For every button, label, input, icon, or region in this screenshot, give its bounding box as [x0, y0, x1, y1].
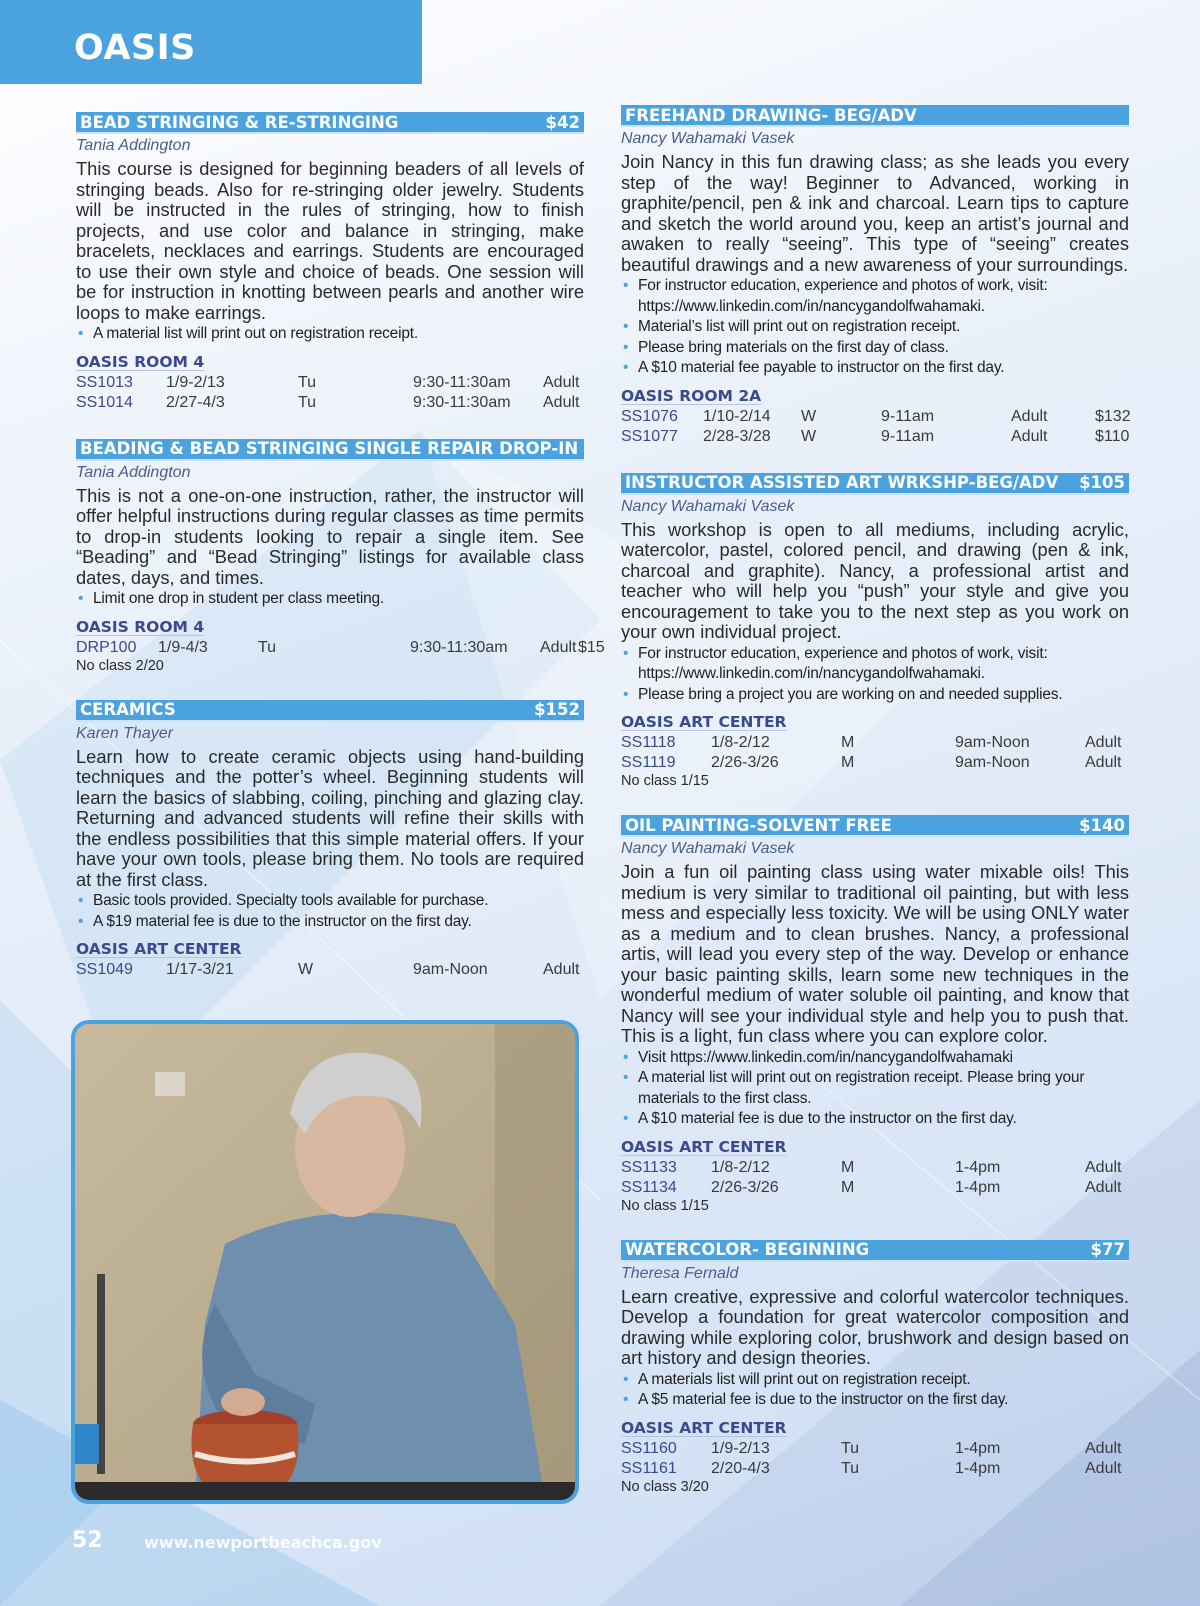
- session-time: 1-4pm: [955, 1439, 1001, 1457]
- session-dates: 2/20-4/3: [711, 1459, 770, 1477]
- course-price: $105: [1079, 473, 1125, 492]
- course-note: • A $5 material fee is due to the instructor on the first day.: [621, 1390, 1129, 1411]
- session-age: Adult: [1085, 1158, 1122, 1176]
- course-description: Learn creative, expressive and colorful watercolor techniques. Develop a foundation for great watercolor composition and drawing while exploring color, brushwork and design based on art history and design theories.: [621, 1285, 1129, 1368]
- right-column: [621, 105, 1129, 1521]
- course-location: OASIS ROOM 4: [76, 352, 205, 371]
- course-location: OASIS ROOM 4: [76, 617, 205, 636]
- session-list: [621, 407, 1129, 447]
- session-time: 1-4pm: [955, 1178, 1001, 1196]
- session-age: Adult: [1085, 1459, 1122, 1477]
- session-list: [621, 1158, 1129, 1214]
- session-dates: 1/9-4/3: [158, 638, 208, 656]
- course-note: • A materials list will print out on registration receipt.: [621, 1370, 1129, 1391]
- course-note: • A material list will print out on registration receipt.: [76, 324, 584, 345]
- session-time: 9-11am: [881, 427, 935, 445]
- page-number: 52: [72, 1528, 103, 1553]
- session-price: $15: [578, 638, 605, 656]
- course-notes: [621, 644, 1129, 706]
- course-title-bar: [76, 112, 584, 134]
- session-day: M: [841, 1158, 855, 1176]
- course-location: OASIS ART CENTER: [621, 1418, 787, 1437]
- course-note: • A $19 material fee is due to the instructor on the first day.: [76, 912, 584, 933]
- course-note: • Please bring materials on the first day of class.: [621, 338, 1129, 359]
- session-code: SS1134: [621, 1178, 677, 1196]
- session-dates: 1/8-2/12: [711, 734, 770, 751]
- course-description: This course is designed for beginning beaders of all levels of stringing beads. Also for re-stringing older jewelry. Students will be instructed in the rules of stringing, how to finish projects, and use color and balance in stringing, make bracelets, necklaces and earrings. Students are encouraged to use their own style and choice of beads. One session will be for instruction in knotting between pearls and another wire loops to make earrings.: [76, 158, 584, 323]
- session-age: Adult: [543, 393, 580, 411]
- session-time: 9:30-11:30am: [413, 373, 511, 391]
- course-title-bar: [621, 1240, 1129, 1262]
- course-note: • For instructor education, experience and photos of work, visit: https://www.linkedin.com/in/nancygandolfwahamaki.: [621, 276, 1129, 317]
- course-title: INSTRUCTOR ASSISTED ART WRKSHP-BEG/ADV: [625, 473, 1059, 492]
- session-time: 9-11am: [881, 407, 935, 425]
- session-age: Adult: [540, 638, 577, 656]
- session-note: No class 3/20: [621, 1478, 709, 1495]
- course-notes: [76, 891, 584, 932]
- session-time: 9am-Noon: [955, 754, 1030, 771]
- course-title-bar: [76, 700, 584, 722]
- session-dates: 1/10-2/14: [703, 407, 771, 425]
- course-title: BEADING & BEAD STRINGING SINGLE REPAIR DROP-IN: [80, 439, 579, 458]
- course-note: • Please bring a project you are working on and needed supplies.: [621, 685, 1129, 706]
- session-time: 9:30-11:30am: [413, 393, 511, 411]
- course-price: $42: [545, 112, 580, 132]
- session-code: SS1161: [621, 1459, 677, 1477]
- session-day: M: [841, 1178, 855, 1196]
- session-day: Tu: [258, 638, 277, 656]
- session-list: [76, 960, 584, 980]
- course-instructor: Karen Thayer: [76, 724, 173, 742]
- session-day: Tu: [298, 393, 317, 411]
- session-row: [621, 1178, 1129, 1198]
- course-instructor: Nancy Wahamaki Vasek: [621, 497, 795, 515]
- course-location: OASIS ART CENTER: [621, 713, 787, 731]
- session-dates: 2/28-3/28: [703, 427, 771, 445]
- course-bead-stringing: [76, 112, 584, 413]
- course-title: BEAD STRINGING & RE-STRINGING: [80, 112, 399, 132]
- course-title: CERAMICS: [80, 700, 176, 719]
- session-time: 9:30-11:30am: [410, 638, 508, 656]
- session-code: SS1119: [621, 754, 676, 771]
- session-time: 9am-Noon: [955, 734, 1030, 751]
- session-note: No class 2/20: [76, 657, 164, 674]
- session-note: No class 1/15: [621, 773, 709, 789]
- course-location: OASIS ROOM 2A: [621, 386, 762, 405]
- course-watercolor: [621, 1240, 1129, 1495]
- session-code: SS1014: [76, 393, 133, 411]
- session-code: SS1077: [621, 427, 678, 445]
- course-oil-painting: [621, 815, 1129, 1214]
- session-list: [621, 733, 1129, 789]
- course-instructor: Tania Addington: [76, 137, 191, 154]
- session-code: SS1076: [621, 407, 678, 425]
- session-row: [76, 373, 584, 393]
- session-age: Adult: [1085, 1178, 1122, 1196]
- course-note: • Limit one drop in student per class meeting.: [76, 589, 584, 610]
- session-dates: 2/27-4/3: [166, 393, 225, 411]
- session-row: [621, 1158, 1129, 1178]
- course-price: $152: [534, 700, 580, 719]
- session-day: Tu: [841, 1459, 860, 1477]
- session-dates: 1/9-2/13: [711, 1439, 770, 1457]
- session-day: Tu: [841, 1439, 860, 1457]
- session-day: W: [298, 961, 314, 978]
- course-title-bar: [621, 473, 1129, 495]
- course-notes: [76, 324, 584, 345]
- course-freehand-drawing: [621, 105, 1129, 447]
- course-title: FREEHAND DRAWING- BEG/ADV: [625, 105, 917, 125]
- session-row: [76, 960, 584, 980]
- session-code: SS1013: [76, 373, 133, 391]
- session-day: W: [801, 407, 817, 425]
- course-bead-repair-drop-in: [76, 439, 605, 674]
- course-price: $140: [1079, 815, 1125, 835]
- session-row: [621, 427, 1129, 447]
- session-row: [621, 407, 1129, 427]
- session-row: [76, 393, 584, 413]
- course-title: WATERCOLOR- BEGINNING: [625, 1240, 870, 1259]
- course-notes: [76, 589, 584, 610]
- session-row: [76, 638, 605, 658]
- session-age: Adult: [1011, 427, 1048, 445]
- course-note: • A $10 material fee payable to instructor on the first day.: [621, 358, 1129, 379]
- session-price: $132: [1095, 407, 1131, 425]
- session-age: Adult: [1085, 1439, 1122, 1457]
- course-instructor: Nancy Wahamaki Vasek: [621, 840, 795, 857]
- session-list: [76, 638, 605, 674]
- session-dates: 2/26-3/26: [711, 754, 779, 771]
- session-time: 1-4pm: [955, 1158, 1001, 1176]
- course-note: • Basic tools provided. Specialty tools available for purchase.: [76, 891, 584, 912]
- course-ceramics: [76, 700, 584, 981]
- course-instructor: Nancy Wahamaki Vasek: [621, 130, 795, 147]
- course-note: • Visit https://www.linkedin.com/in/nancygandolfwahamaki: [621, 1048, 1129, 1069]
- photo-illustration-icon: [75, 1024, 575, 1500]
- session-row: [621, 1439, 1129, 1459]
- footer-url-link[interactable]: www.newportbeachca.gov: [144, 1533, 382, 1552]
- course-notes: [621, 276, 1129, 379]
- session-price: $110: [1095, 427, 1130, 445]
- course-description: Learn how to create ceramic objects using hand-building techniques and the potter’s wheel. Beginning students will learn the basics of slabbing, coiling, pinching and glazing clay. Returning and advanced students will refine their skills with the endless possibilities that this simple material offers. If your have your own tools, please bring them. No tools are required at the first class.: [76, 745, 584, 890]
- session-age: Adult: [1085, 754, 1122, 771]
- course-title-bar: [621, 815, 1129, 837]
- session-age: Adult: [543, 373, 580, 391]
- session-list: [621, 1439, 1129, 1495]
- session-day: M: [841, 754, 855, 771]
- session-age: Adult: [1085, 734, 1122, 751]
- session-code: SS1160: [621, 1439, 677, 1457]
- session-age: Adult: [1011, 407, 1048, 425]
- course-title-bar: [621, 105, 1129, 127]
- session-row: [621, 1459, 1129, 1479]
- session-dates: 1/8-2/12: [711, 1158, 770, 1176]
- section-header-bar: [0, 0, 422, 84]
- course-note: • Material’s list will print out on registration receipt.: [621, 317, 1129, 338]
- course-location: OASIS ART CENTER: [76, 940, 242, 958]
- session-dates: 2/26-3/26: [711, 1178, 779, 1196]
- course-title: OIL PAINTING-SOLVENT FREE: [625, 815, 892, 835]
- course-price: $77: [1090, 1240, 1125, 1259]
- session-code: SS1049: [76, 961, 133, 978]
- session-code: SS1118: [621, 734, 676, 751]
- course-instructor-assisted-art: [621, 473, 1129, 790]
- course-description: Join Nancy in this fun drawing class; as she leads you every step of the way! Beginner to Advanced, working in graphite/pencil, pen & ink and charcoal. Learn tips to capture and sketch the world around you, keep an artist’s journal and awaken to really “seeing”. This type of “seeing” creates beautiful drawings and a new awareness of your surroundings.: [621, 151, 1129, 275]
- session-dates: 1/17-3/21: [166, 961, 234, 978]
- session-dates: 1/9-2/13: [166, 373, 225, 391]
- session-day: Tu: [298, 373, 317, 391]
- section-title: OASIS: [74, 28, 196, 68]
- course-description: This workshop is open to all mediums, including acrylic, watercolor, pastel, colored pencil, and drawing (pen & ink, charcoal and graphite). Nancy, a professional artist and teacher who will help you “push” your style and give you encouragement to take you to the next step as you work on your own individual project.: [621, 518, 1129, 642]
- course-location: OASIS ART CENTER: [621, 1137, 787, 1156]
- course-description: Join a fun oil painting class using water mixable oils! This medium is very similar to traditional oil painting, but with less mess and especially less toxicity. We will be using ONLY water as a medium and to clean brushes. Nancy, a professional artis, will lead you every step of the way. Develop or enhance your basic painting skills, learn some new techniques in the wonderful medium of water soluble oil painting, and know that Nancy will see your individual style and help you to push that. This is a light, fun class where you can explore color.: [621, 861, 1129, 1046]
- course-note: • For instructor education, experience and photos of work, visit: https://www.linkedin.com/in/nancygandolfwahamaki.: [621, 644, 1129, 685]
- course-instructor: Tania Addington: [76, 463, 191, 481]
- session-time: 9am-Noon: [413, 961, 488, 978]
- session-list: [76, 373, 584, 413]
- course-note: • A material list will print out on registration receipt. Please bring your materials to the first class.: [621, 1068, 1129, 1109]
- course-instructor: Theresa Fernald: [621, 1264, 739, 1282]
- session-row: [621, 733, 1129, 753]
- session-row: [621, 753, 1129, 773]
- course-notes: [621, 1048, 1129, 1130]
- ceramics-student-photo: [71, 1020, 579, 1504]
- course-title-bar: [76, 439, 584, 461]
- session-age: Adult: [543, 961, 580, 978]
- course-note: • A $10 material fee is due to the instructor on the first day.: [621, 1109, 1129, 1130]
- session-code: SS1133: [621, 1158, 677, 1176]
- course-description: This is not a one-on-one instruction, rather, the instructor will offer helpful instructions during regular classes as time permits to drop-in students looking to repair a single item. See “Beading” and “Bead Stringing” listings for available class dates, days, and times.: [76, 484, 584, 588]
- session-note: No class 1/15: [621, 1197, 709, 1214]
- session-day: W: [801, 427, 817, 445]
- session-code: DRP100: [76, 638, 137, 656]
- left-column: [76, 112, 605, 1006]
- session-time: 1-4pm: [955, 1459, 1001, 1477]
- course-notes: [621, 1370, 1129, 1411]
- session-day: M: [841, 734, 855, 751]
